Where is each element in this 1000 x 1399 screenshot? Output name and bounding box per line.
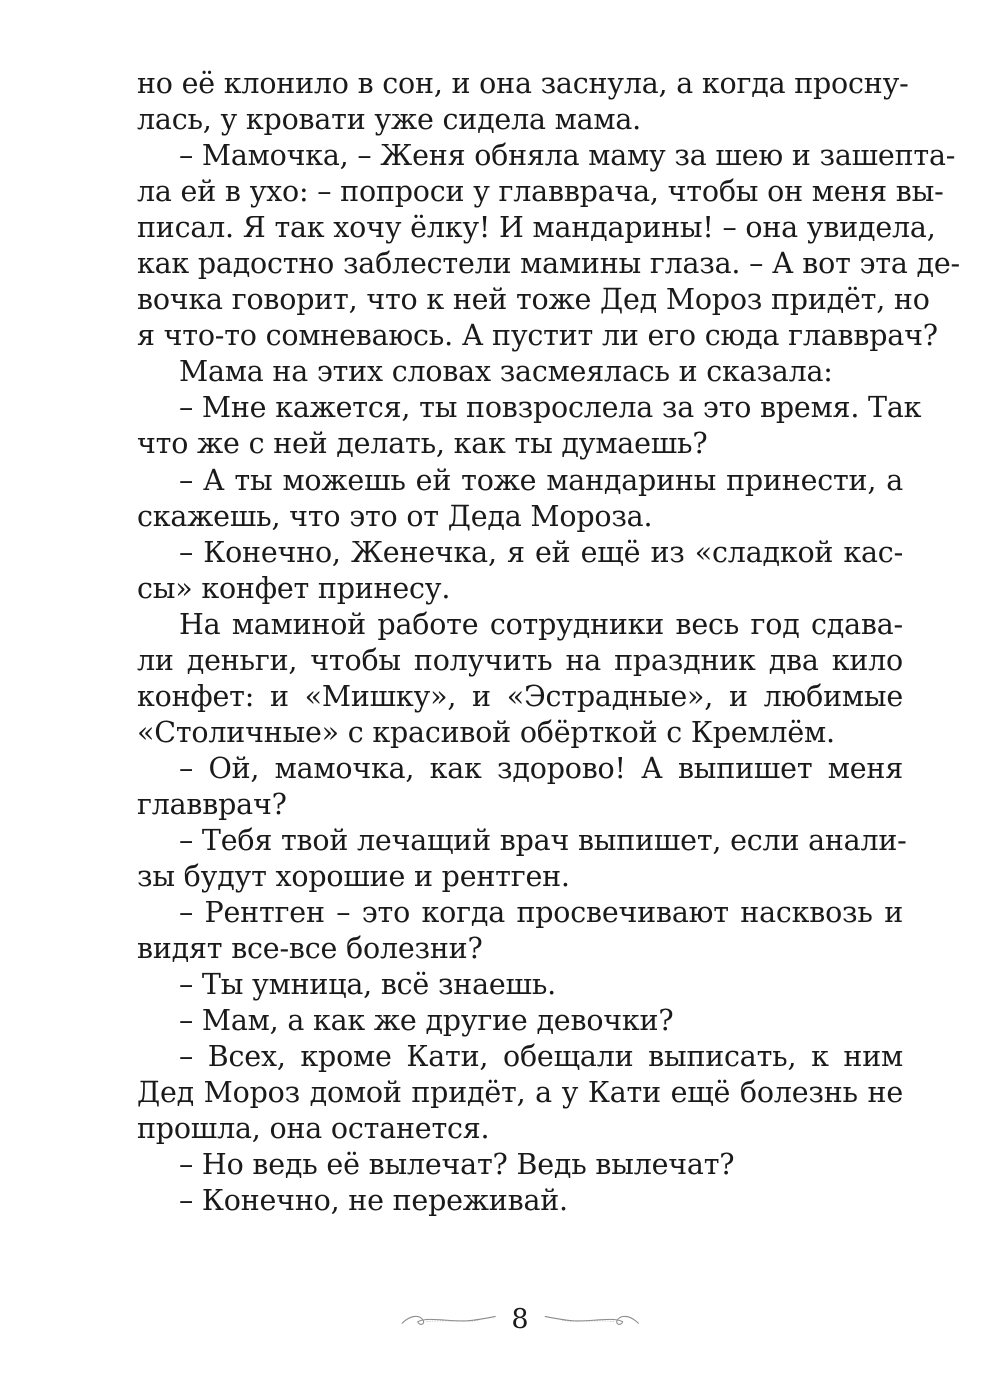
text-line: как радостно заблестели мамины глаза. – А вот эта де- — [137, 247, 960, 281]
text-line: скажешь, что это от Деда Мороза. — [137, 499, 653, 533]
text-line: – Всех, кроме Кати, обещали выписать, к ним — [179, 1040, 903, 1074]
text-line: – Конечно, не переживай. — [179, 1184, 568, 1218]
text-line: ла ей в ухо: – попроси у главврача, чтобы он меня вы- — [137, 175, 944, 209]
body-text — [137, 66, 960, 1220]
text-line: – Ты умница, всё знаешь. — [179, 968, 557, 1002]
flourish-left-icon — [400, 1310, 497, 1330]
text-line: – Мам, а как же другие девочки? — [179, 1004, 674, 1038]
text-line: я что-то сомневаюсь. А пустит ли его сюда главврач? — [137, 319, 938, 353]
text-line: но её клонило в сон, и она заснула, а когда просну- — [137, 67, 909, 100]
text-line: На маминой работе сотрудники весь год сдава- — [179, 607, 903, 641]
text-line: – Тебя твой лечащий врач выпишет, если анали- — [179, 823, 907, 857]
text-line: главврач? — [137, 787, 287, 821]
text-line: – Мамочка, – Женя обняла маму за шею и зашепта- — [179, 139, 956, 173]
text-line: что же с ней делать, как ты думаешь? — [137, 427, 708, 461]
text-line: лась, у кровати уже сидела мама. — [137, 103, 642, 137]
text-line: писал. Я так хочу ёлку! И мандарины! – она увидела, — [137, 211, 936, 245]
text-line: вочка говорит, что к ней тоже Дед Мороз придёт, но — [137, 283, 930, 317]
text-line: конфет: и «Мишку», и «Эстрадные», и любимые — [137, 679, 903, 713]
text-line: Дед Мороз домой придёт, а у Кати ещё болезнь не — [137, 1076, 903, 1110]
text-line: ли деньги, чтобы получить на праздник два кило — [137, 643, 903, 677]
page-number: 8 — [511, 1304, 529, 1335]
text-line: – Мне кажется, ты повзрослела за это время. Так — [179, 391, 922, 425]
page-footer — [400, 1298, 640, 1342]
text-line: «Столичные» с красивой обёрткой с Кремлём. — [137, 715, 835, 749]
text-line: Мама на этих словах засмеялась и сказала: — [179, 355, 833, 389]
flourish-right-icon — [543, 1310, 640, 1330]
text-line: зы будут хорошие и рентген. — [137, 860, 570, 894]
text-line: – Ой, мамочка, как здорово! А выпишет меня — [179, 751, 903, 785]
text-line: – А ты можешь ей тоже мандарины принести, а — [179, 463, 903, 497]
text-line: сы» конфет принесу. — [137, 571, 451, 605]
text-line: видят все-все болезни? — [137, 932, 483, 966]
text-line: – Рентген – это когда просвечивают насквозь и — [179, 896, 903, 930]
text-line: – Но ведь её вылечат? Ведь вылечат? — [179, 1148, 735, 1182]
text-line: прошла, она останется. — [137, 1112, 490, 1146]
text-line: – Конечно, Женечка, я ей ещё из «сладкой кас- — [179, 535, 903, 569]
